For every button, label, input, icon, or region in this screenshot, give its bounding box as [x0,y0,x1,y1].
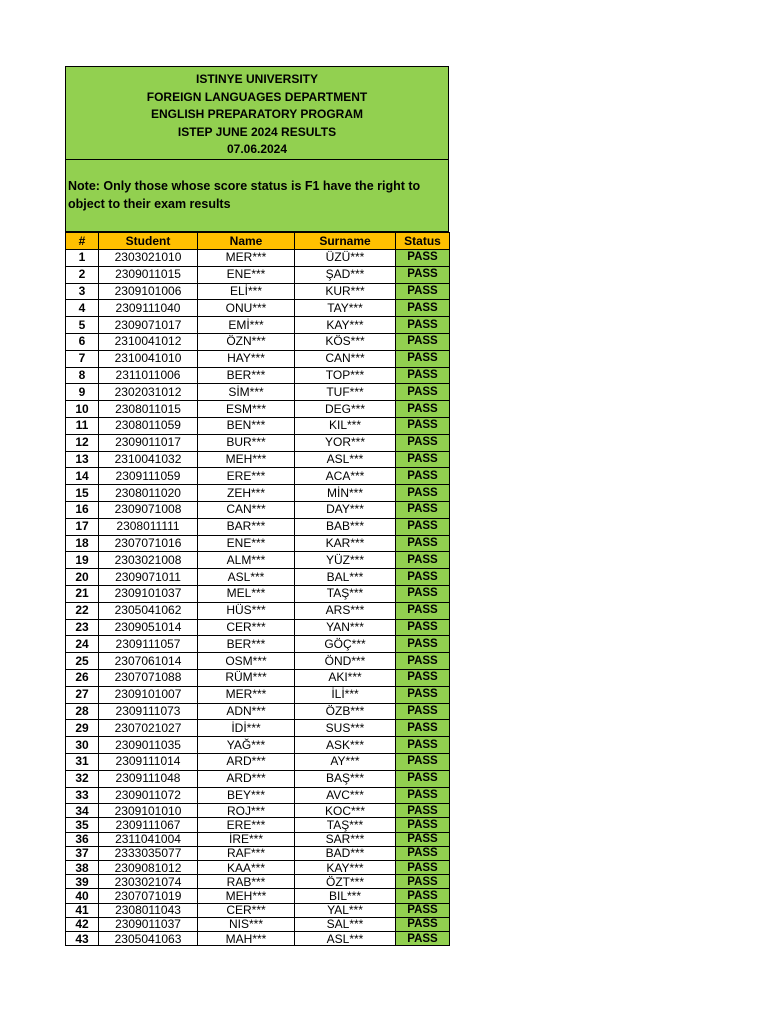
row-number: 26 [66,669,99,686]
student-name: ELİ*** [198,283,295,300]
status-badge: PASS [396,636,450,653]
table-row [66,401,450,418]
table-row [66,804,450,818]
column-header-name: Name [198,233,295,250]
student-id: 2309101006 [99,283,198,300]
status-badge: PASS [396,434,450,451]
status-badge: PASS [396,333,450,350]
student-name: BER*** [198,636,295,653]
status-badge: PASS [396,585,450,602]
student-id: 2309011017 [99,434,198,451]
row-number: 3 [66,283,99,300]
student-surname: AVC*** [295,787,396,804]
student-id: 2307071088 [99,669,198,686]
status-badge: PASS [396,468,450,485]
table-row [66,753,450,770]
student-name: BEY*** [198,787,295,804]
student-name: MEH*** [198,889,295,903]
student-name: BAR*** [198,518,295,535]
table-body [66,250,450,946]
results-date: 07.06.2024 [226,142,288,156]
row-number: 4 [66,300,99,317]
student-name: BUR*** [198,434,295,451]
student-surname: DEG*** [295,401,396,418]
status-badge: PASS [396,501,450,518]
student-surname: AKI*** [295,669,396,686]
student-name: MER*** [198,250,295,267]
table-row [66,535,450,552]
student-surname: GÖÇ*** [295,636,396,653]
row-number: 21 [66,585,99,602]
student-name: ARD*** [198,770,295,787]
student-surname: CAN*** [295,350,396,367]
row-number: 33 [66,787,99,804]
row-number: 1 [66,250,99,267]
student-surname: BAB*** [295,518,396,535]
table-row [66,903,450,917]
student-name: OSM*** [198,653,295,670]
student-surname: KAR*** [295,535,396,552]
student-surname: KÖS*** [295,333,396,350]
table-row [66,350,450,367]
student-id: 2309051014 [99,619,198,636]
row-number: 29 [66,720,99,737]
table-row [66,770,450,787]
table-row [66,585,450,602]
student-id: 2310041012 [99,333,198,350]
student-name: ERE*** [198,818,295,832]
status-badge: PASS [396,770,450,787]
results-table [65,232,450,946]
status-badge: PASS [396,367,450,384]
table-row [66,485,450,502]
student-id: 2309111048 [99,770,198,787]
status-badge: PASS [396,300,450,317]
student-id: 2311041004 [99,832,198,846]
student-name: MEH*** [198,451,295,468]
student-name: ENE*** [198,535,295,552]
row-number: 28 [66,703,99,720]
table-row [66,636,450,653]
student-surname: KOC*** [295,804,396,818]
status-badge: PASS [396,737,450,754]
student-surname: BAL*** [295,569,396,586]
status-badge: PASS [396,875,450,889]
student-name: ALM*** [198,552,295,569]
row-number: 2 [66,266,99,283]
status-badge: PASS [396,686,450,703]
student-name: KAA*** [198,861,295,875]
row-number: 25 [66,653,99,670]
row-number: 14 [66,468,99,485]
department-title: FOREIGN LANGUAGES DEPARTMENT [146,89,368,104]
student-name: RÜM*** [198,669,295,686]
student-id: 2305041062 [99,602,198,619]
student-id: 2309111014 [99,753,198,770]
status-badge: PASS [396,535,450,552]
student-surname: SAR*** [295,832,396,846]
row-number: 23 [66,619,99,636]
table-header-row [66,233,450,250]
row-number: 18 [66,535,99,552]
table-row [66,501,450,518]
row-number: 8 [66,367,99,384]
student-name: ONU*** [198,300,295,317]
table-row [66,720,450,737]
table-row [66,384,450,401]
student-name: CER*** [198,619,295,636]
student-surname: ÖZT*** [295,875,396,889]
student-id: 2311011006 [99,367,198,384]
student-id: 2307061014 [99,653,198,670]
column-header-student: Student [99,233,198,250]
row-number: 12 [66,434,99,451]
row-number: 11 [66,417,99,434]
table-row [66,669,450,686]
status-badge: PASS [396,818,450,832]
student-name: RAB*** [198,875,295,889]
row-number: 16 [66,501,99,518]
student-name: CER*** [198,903,295,917]
student-name: İRE*** [198,832,295,846]
row-number: 43 [66,931,99,945]
status-badge: PASS [396,720,450,737]
row-number: 37 [66,846,99,860]
table-row [66,250,450,267]
table-row [66,619,450,636]
student-surname: BIL*** [295,889,396,903]
row-number: 7 [66,350,99,367]
student-id: 2308011059 [99,417,198,434]
table-row [66,417,450,434]
student-name: CAN*** [198,501,295,518]
student-name: ENE*** [198,266,295,283]
status-badge: PASS [396,451,450,468]
table-row [66,518,450,535]
row-number: 34 [66,804,99,818]
table-row [66,283,450,300]
row-number: 39 [66,875,99,889]
status-badge: PASS [396,417,450,434]
student-id: 2305041063 [99,931,198,945]
student-id: 2302031012 [99,384,198,401]
student-id: 2303021010 [99,250,198,267]
student-id: 2308011111 [99,518,198,535]
student-name: ASL*** [198,569,295,586]
status-badge: PASS [396,804,450,818]
table-row [66,703,450,720]
table-row [66,737,450,754]
student-name: BER*** [198,367,295,384]
student-surname: KAY*** [295,317,396,334]
status-badge: PASS [396,552,450,569]
student-id: 2308011020 [99,485,198,502]
student-id: 2309111067 [99,818,198,832]
status-badge: PASS [396,917,450,931]
table-row [66,917,450,931]
student-surname: YAN*** [295,619,396,636]
status-badge: PASS [396,669,450,686]
status-badge: PASS [396,518,450,535]
table-row [66,832,450,846]
table-row [66,266,450,283]
student-name: ADN*** [198,703,295,720]
results-title: ISTEP JUNE 2024 RESULTS [177,124,337,139]
student-surname: ÖND*** [295,653,396,670]
student-surname: BAD*** [295,846,396,860]
student-name: EMİ*** [198,317,295,334]
status-badge: PASS [396,889,450,903]
student-name: SİM*** [198,384,295,401]
status-badge: PASS [396,283,450,300]
table-row [66,653,450,670]
table-row [66,686,450,703]
table-row [66,552,450,569]
status-badge: PASS [396,384,450,401]
student-surname: KAY*** [295,861,396,875]
university-title: ISTINYE UNIVERSITY [195,72,319,86]
row-number: 42 [66,917,99,931]
status-badge: PASS [396,846,450,860]
status-badge: PASS [396,401,450,418]
student-name: MEL*** [198,585,295,602]
status-badge: PASS [396,753,450,770]
status-badge: PASS [396,250,450,267]
student-name: RAF*** [198,846,295,860]
row-number: 15 [66,485,99,502]
table-row [66,569,450,586]
student-surname: SUS*** [295,720,396,737]
student-surname: İLİ*** [295,686,396,703]
status-badge: PASS [396,317,450,334]
row-number: 6 [66,333,99,350]
student-id: 2309111057 [99,636,198,653]
status-badge: PASS [396,569,450,586]
student-surname: YOR*** [295,434,396,451]
student-surname: TAŞ*** [295,818,396,832]
student-name: İDİ*** [198,720,295,737]
student-surname: YÜZ*** [295,552,396,569]
student-id: 2309111073 [99,703,198,720]
table-row [66,889,450,903]
table-row [66,367,450,384]
student-name: ROJ*** [198,804,295,818]
results-sheet [65,66,449,946]
student-name: ÖZN*** [198,333,295,350]
student-surname: ÖZB*** [295,703,396,720]
student-id: 2309071017 [99,317,198,334]
student-surname: SAL*** [295,917,396,931]
student-id: 2309101007 [99,686,198,703]
row-number: 32 [66,770,99,787]
student-id: 2309101010 [99,804,198,818]
student-surname: ŞAD*** [295,266,396,283]
objection-note: Note: Only those whose score status is F1 have the right to object to their exam results [65,160,449,232]
student-name: NIS*** [198,917,295,931]
status-badge: PASS [396,619,450,636]
row-number: 13 [66,451,99,468]
row-number: 38 [66,861,99,875]
student-surname: AY*** [295,753,396,770]
student-surname: YAL*** [295,903,396,917]
student-id: 2309081012 [99,861,198,875]
student-surname: ASK*** [295,737,396,754]
student-id: 2309011015 [99,266,198,283]
status-badge: PASS [396,485,450,502]
student-id: 2307071019 [99,889,198,903]
row-number: 41 [66,903,99,917]
status-badge: PASS [396,266,450,283]
student-id: 2309071011 [99,569,198,586]
status-badge: PASS [396,931,450,945]
row-number: 20 [66,569,99,586]
table-row [66,468,450,485]
row-number: 24 [66,636,99,653]
student-name: ARD*** [198,753,295,770]
student-name: ESM*** [198,401,295,418]
student-name: HAY*** [198,350,295,367]
student-surname: KUR*** [295,283,396,300]
table-row [66,861,450,875]
table-row [66,434,450,451]
student-name: YAĞ*** [198,737,295,754]
student-id: 2309111059 [99,468,198,485]
table-row [66,931,450,945]
row-number: 36 [66,832,99,846]
student-id: 2308011043 [99,903,198,917]
row-number: 10 [66,401,99,418]
student-id: 2303021074 [99,875,198,889]
table-row [66,317,450,334]
student-id: 2309011072 [99,787,198,804]
table-row [66,300,450,317]
student-surname: TAY*** [295,300,396,317]
status-badge: PASS [396,903,450,917]
status-badge: PASS [396,602,450,619]
row-number: 19 [66,552,99,569]
student-id: 2307021027 [99,720,198,737]
student-name: ZEH*** [198,485,295,502]
student-name: HÜS*** [198,602,295,619]
student-name: MER*** [198,686,295,703]
column-header-number: # [66,233,99,250]
student-id: 2303021008 [99,552,198,569]
row-number: 35 [66,818,99,832]
student-name: BEN*** [198,417,295,434]
column-header-surname: Surname [295,233,396,250]
student-surname: ÜZÜ*** [295,250,396,267]
student-id: 2309101037 [99,585,198,602]
status-badge: PASS [396,653,450,670]
student-surname: DAY*** [295,501,396,518]
status-badge: PASS [396,350,450,367]
student-surname: TAŞ*** [295,585,396,602]
student-id: 2309011035 [99,737,198,754]
row-number: 27 [66,686,99,703]
row-number: 30 [66,737,99,754]
status-badge: PASS [396,832,450,846]
row-number: 31 [66,753,99,770]
student-id: 2309011037 [99,917,198,931]
student-surname: ASL*** [295,451,396,468]
student-id: 2310041032 [99,451,198,468]
document-header [65,66,449,160]
status-badge: PASS [396,703,450,720]
student-id: 2333035077 [99,846,198,860]
table-row [66,333,450,350]
table-row [66,451,450,468]
table-row [66,846,450,860]
program-title: ENGLISH PREPARATORY PROGRAM [150,107,364,121]
status-badge: PASS [396,787,450,804]
table-row [66,875,450,889]
student-name: MAH*** [198,931,295,945]
row-number: 9 [66,384,99,401]
table-row [66,787,450,804]
row-number: 40 [66,889,99,903]
student-surname: ASL*** [295,931,396,945]
student-surname: ARS*** [295,602,396,619]
student-id: 2310041010 [99,350,198,367]
row-number: 17 [66,518,99,535]
student-id: 2309071008 [99,501,198,518]
student-id: 2307071016 [99,535,198,552]
student-surname: MİN*** [295,485,396,502]
status-badge: PASS [396,861,450,875]
student-name: ERE*** [198,468,295,485]
student-surname: TOP*** [295,367,396,384]
student-surname: BAŞ*** [295,770,396,787]
row-number: 22 [66,602,99,619]
table-row [66,602,450,619]
row-number: 5 [66,317,99,334]
student-surname: ACA*** [295,468,396,485]
student-id: 2309111040 [99,300,198,317]
student-surname: TUF*** [295,384,396,401]
student-id: 2308011015 [99,401,198,418]
table-row [66,818,450,832]
student-surname: KIL*** [295,417,396,434]
column-header-status: Status [396,233,450,250]
